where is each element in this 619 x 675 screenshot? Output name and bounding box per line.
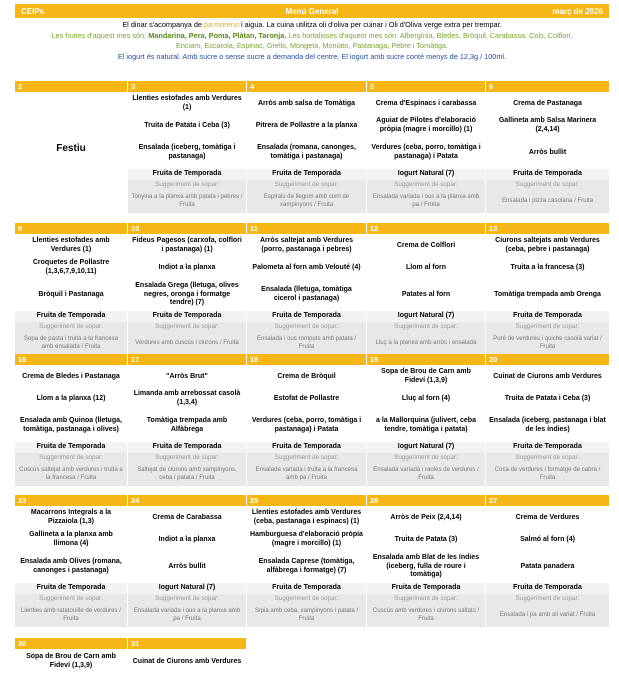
dinner-suggestion: Cuscús amb verdures i ciurons saltats / Fruita: [367, 603, 485, 627]
day-cell: [128, 366, 246, 486]
holiday-label: Festiu: [56, 142, 86, 154]
day-cell: [486, 235, 609, 355]
dinner-suggestion: Ensalada variada i ous a la planxa amb pa / Fruita: [128, 603, 246, 627]
day-number: 17: [128, 354, 246, 365]
dinner-suggestion: Puré de verdures i quiche casolà variat / Fruita: [486, 331, 609, 355]
day-number: 10: [128, 223, 246, 234]
dinner-suggestion: Ensalada i ous romputs amb patata / Fruita: [247, 331, 366, 355]
day-cell: [247, 235, 366, 355]
day-cell: [15, 93, 127, 205]
day-number: 5: [367, 81, 485, 92]
dinner-suggestion-label: Suggeriment de sopar:: [128, 594, 246, 603]
dinner-suggestion-label: Suggeriment de sopar:: [247, 594, 366, 603]
dinner-suggestion-label: Suggeriment de sopar:: [367, 453, 485, 462]
intro-text: i aigua. La cuina utilitza oli d'oliva per cuinar i Oli d'Oliva verge extra per trempar.: [238, 20, 502, 29]
dish-item: Gallineta amb Salsa Marinera (2,4,14): [498, 117, 597, 133]
dish-item: Crema de Bledes i Pastanaga: [22, 372, 120, 380]
dish-item: "Arròs Brut": [166, 372, 208, 380]
day-number: 2: [15, 81, 127, 92]
intro-line-yogurt: El iogurt és natural. Amb sucre o sense sucre a demanda del centre. El iogurt amb sucre conté menys de 12,3g / 100ml.: [117, 51, 507, 61]
dish-item: Sopa de Brou de Carn amb Fideví (1,3,9): [381, 368, 471, 384]
dish-item: Cuinat de Ciurons amb Verdures: [493, 372, 602, 380]
dish-item: Gallineta a la planxa amb llimona (4): [29, 531, 113, 547]
dish-item: Ensalada amb Olives (romana, canonges i pastanaga): [20, 558, 122, 574]
dish-item: Truita de Patata i Ceba (3): [504, 394, 591, 402]
dinner-suggestion-label: Suggeriment de sopar:: [486, 180, 609, 189]
dish-item: Ensalada Grega (lletuga, olives negres, oronga i formatge tendre) (7): [135, 282, 239, 307]
dessert-item: Fruita de Temporada: [247, 583, 366, 594]
dinner-suggestion-label: Suggeriment de sopar:: [486, 322, 609, 331]
day-cell: [15, 507, 127, 627]
dish-item: Llom a la planxa (12): [36, 394, 106, 402]
dinner-suggestion: Verdures amb cuscús i ciurons / Fruita: [128, 331, 246, 355]
dish-item: Crema de Verdures: [515, 513, 580, 521]
menu-title: Menú General: [285, 6, 339, 16]
dinner-suggestion: Llenties amb ratatouille de verdures / Fruita: [15, 603, 127, 627]
dish-item: Patata panadera: [520, 562, 575, 570]
day-cell: [128, 650, 246, 674]
dinner-suggestion-label: Suggeriment de sopar:: [128, 453, 246, 462]
dish-item: Arròs bullit: [168, 562, 206, 570]
dinner-suggestion-label: Suggeriment de sopar:: [367, 322, 485, 331]
dessert-item: Iogurt Natural (7): [367, 442, 485, 453]
dessert-item: Fruita de Temporada: [247, 442, 366, 453]
dish-item: Macarrons Integrals a la Pizzaiola (1,3): [30, 509, 112, 525]
dinner-suggestion-label: Suggeriment de sopar:: [15, 453, 127, 462]
day-number: 25: [247, 495, 366, 506]
day-number: 30: [15, 638, 127, 649]
dessert-item: Fruita de Temporada: [367, 583, 485, 594]
dinner-suggestion-label: Suggeriment de sopar:: [486, 594, 609, 603]
menu-intro: [15, 20, 609, 62]
dish-item: Indiot a la planxa: [158, 535, 216, 543]
dish-item: Arròs de Peix (2,4,14): [390, 513, 462, 521]
day-cell: [486, 366, 609, 486]
day-number: 12: [367, 223, 485, 234]
dish-item: Crema de Bròquil: [277, 372, 336, 380]
dish-item: Ensalada amb Blat de les índies (iceberg, fulla de roure i tomàtiga): [372, 554, 480, 579]
dessert-item: Iogurt Natural (7): [367, 311, 485, 322]
dish-item: Ensalada (iceberg, pastanaga i blat de les índies): [489, 417, 606, 433]
dinner-suggestion: Ensalada variada i ous a la planxa amb pa / Fruita: [367, 189, 485, 213]
intro-text: Les hortalisses d'aquest mes són: Albergínia, Bledes, Bròquil, Carabassa, Cols, Colflori,: [286, 30, 573, 40]
dish-item: Arròs amb salsa de Tomàtiga: [257, 99, 356, 107]
dessert-item: Fruita de Temporada: [486, 583, 609, 594]
dish-item: Arròs saltejat amb Verdures (porro, pastanaga i pebres): [260, 237, 353, 253]
intro-text: Les fruites d'aquest mes són:: [51, 30, 149, 40]
dish-item: Estofat de Pollastre: [273, 394, 340, 402]
dessert-item: Iogurt Natural (7): [367, 169, 485, 180]
day-number: 11: [247, 223, 366, 234]
day-number: 18: [247, 354, 366, 365]
intro-line-fruits: [15, 31, 609, 42]
dish-item: Ensalada (iceberg, tomàtiga i pastanaga): [138, 144, 236, 160]
day-cell: [486, 93, 609, 213]
dish-item: Llenties estofades amb Verdures (1): [32, 237, 110, 253]
dish-item: Arròs bullit: [528, 148, 567, 156]
day-number: 19: [367, 354, 485, 365]
day-cell: [15, 235, 127, 355]
dinner-suggestion: Ensalada variada i truita a la francesa amb pa / Fruita: [247, 462, 366, 486]
day-cell: [247, 93, 366, 213]
day-cell: [15, 366, 127, 486]
dish-item: Hamburguesa d'elaboració pròpia (magre i morcillo) (1): [250, 531, 363, 547]
dish-item: Ciurons saltejats amb Verdures (ceba, pebre i pastanaga): [495, 237, 600, 253]
day-cell: [367, 235, 485, 355]
intro-text: El dinar s'acompanya de: [122, 20, 205, 29]
day-cell: [15, 650, 127, 674]
dinner-suggestion: Sípia amb ceba, xampinyons i patata / Fruita: [247, 603, 366, 627]
day-cell: [486, 507, 609, 627]
dish-item: Palometa al forn amb Velouté (4): [252, 263, 361, 271]
day-number: 23: [15, 495, 127, 506]
dish-item: Ensalada Caprese (tomàtiga, alfàbrega i formatge) (7): [258, 558, 355, 574]
dish-item: Truita de Patata (3): [394, 535, 458, 543]
menu-header-bar: [15, 4, 609, 18]
dessert-item: Fruita de Temporada: [247, 311, 366, 322]
dish-item: Ensalada amb Quinoa (lletuga, tomàtiga, pastanaga i olives): [20, 417, 122, 433]
dish-item: Limanda amb arrebossat casolà (1,3,4): [133, 390, 241, 406]
dinner-suggestion-label: Suggeriment de sopar:: [15, 594, 127, 603]
dessert-item: Fruita de Temporada: [15, 442, 127, 453]
dinner-suggestion: Sopa de pasta i truita a la francesa amb ensalada / Fruita: [15, 331, 127, 355]
dinner-suggestion: Ensalada i pizza casolana / Fruita: [486, 189, 609, 213]
dinner-suggestion-label: Suggeriment de sopar:: [247, 180, 366, 189]
dish-item: Verdures (ceba, porro, tomàtiga i pastanaga) i Patata: [251, 417, 362, 433]
day-cell: [247, 366, 366, 486]
dinner-suggestion: Ensalada variada i raoles de verdures / Fruita: [367, 462, 485, 486]
dish-item: a la Mallorquina (julivert, ceba tendre, tomàtiga i patata): [376, 417, 476, 433]
dish-item: Crema d'Espinacs i carabassa: [375, 99, 477, 107]
day-number: 4: [247, 81, 366, 92]
dish-item: Indiot a la planxa: [158, 263, 216, 271]
dish-item: Lluç al forn (4): [401, 394, 451, 402]
dish-item: Truita de Patata i Ceba (3): [144, 121, 230, 129]
day-cell: [247, 507, 366, 627]
day-number: 31: [128, 638, 246, 649]
day-number: 6: [486, 81, 609, 92]
dinner-suggestion-label: Suggeriment de sopar:: [128, 180, 246, 189]
dish-item: Cuinat de Ciurons amb Verdures: [132, 657, 242, 665]
dish-item: Pitrera de Pollastre a la planxa: [255, 121, 358, 129]
dinner-suggestion-label: Suggeriment de sopar:: [367, 180, 485, 189]
day-number: 24: [128, 495, 246, 506]
dish-item: Llom al forn: [405, 263, 447, 271]
dinner-suggestion: Lluç a la planxa amb arròs i ensalada: [367, 331, 485, 355]
intro-highlight: pa moreno: [204, 20, 239, 29]
dish-item: Ensalada (romana, canonges, tomàtiga i pastanaga): [257, 144, 356, 160]
day-number: 13: [486, 223, 609, 234]
day-cell: [128, 93, 246, 213]
day-cell: [367, 366, 485, 486]
dinner-suggestion-label: Suggeriment de sopar:: [247, 322, 366, 331]
dish-item: Crema de Carabassa: [152, 513, 222, 521]
day-number: 20: [486, 354, 609, 365]
dinner-suggestion-label: Suggeriment de sopar:: [128, 322, 246, 331]
dish-item: Crema de Colflori: [396, 241, 456, 249]
dessert-item: Fruita de Temporada: [486, 442, 609, 453]
day-cell: [128, 507, 246, 627]
dinner-suggestion: Coca de verdures i formatge de cabra / Fruita: [486, 462, 609, 486]
day-number: 16: [15, 354, 127, 365]
dish-item: Fideus Pagesos (carxofa, colflori i pastanaga) (1): [132, 237, 242, 253]
intro-line-vegetables: Enciam, Escarola, Espinac, Grells, Mongeta, Moniato, Pastanaga, Pebre i Tomàtiga.: [175, 41, 448, 51]
dessert-item: Fruita de Temporada: [247, 169, 366, 180]
dessert-item: Fruita de Temporada: [15, 583, 127, 594]
dessert-item: Fruita de Temporada: [15, 311, 127, 322]
dish-item: Salmó al forn (4): [520, 535, 575, 543]
dinner-suggestion: Ensalada i pa amb oli variat / Fruita: [486, 603, 609, 627]
day-number: 26: [367, 495, 485, 506]
dinner-suggestion: Cuscús saltejat amb verdures i truita a la francesa / Fruita: [15, 462, 127, 486]
dish-item: Aguiat de Pilotes d'elaboració pròpia (magre i morcillo) (1): [376, 117, 476, 133]
dish-item: Patates al forn: [401, 290, 451, 298]
dinner-suggestion: Espirals de llegum amb curri de xampinyons / Fruita: [247, 189, 366, 213]
dinner-suggestion-label: Suggeriment de sopar:: [247, 453, 366, 462]
month-label: març de 2026: [552, 6, 603, 16]
dinner-suggestion: Tonyina a la planxa amb patata i pebres / Fruita: [128, 189, 246, 213]
dish-item: Tomàtiga trempada amb Orenga: [494, 290, 601, 298]
dish-item: Ensalada (lletuga, tomàtiga cicerol i pastanaga): [261, 286, 352, 302]
dish-item: Llenties estofades amb Verdures (1): [132, 95, 242, 111]
dish-item: Verdures (ceba, porro, tomàtiga i pastanaga) i Patata: [371, 144, 481, 160]
dinner-suggestion-label: Suggeriment de sopar:: [367, 594, 485, 603]
menu-calendar-grid: [15, 81, 609, 675]
dish-item: Tomàtiga trempada amb Alfàbrega: [146, 417, 228, 433]
dinner-suggestion-label: Suggeriment de sopar:: [15, 322, 127, 331]
dish-item: Croquetes de Pollastre (1,3,6,7,9,10,11): [32, 259, 110, 275]
intro-fruits: Mandarina, Pera, Poma, Plàtan, Taronja.: [148, 30, 287, 40]
dish-item: Sopa de Brou de Carn amb Fideví (1,3,9): [26, 653, 116, 669]
day-cell: [367, 93, 485, 213]
school-label: CEIPs: [21, 6, 45, 16]
dinner-suggestion: Saltejat de ciurons amb xampinyons, ceba i patata / Fruita: [128, 462, 246, 486]
day-number: 9: [15, 223, 127, 234]
dessert-item: Fruita de Temporada: [128, 311, 246, 322]
day-cell: [128, 235, 246, 355]
intro-line-bread: [15, 20, 609, 31]
day-number: 3: [128, 81, 246, 92]
dessert-item: Fruita de Temporada: [486, 311, 609, 322]
day-cell: [367, 507, 485, 627]
dish-item: Llenties estofades amb Verdures (ceba, pastanaga i espinacs) (1): [251, 509, 362, 525]
dessert-item: Fruita de Temporada: [486, 169, 609, 180]
dessert-item: Fruita de Temporada: [128, 442, 246, 453]
dish-item: Crema de Pastanaga: [513, 99, 582, 107]
dish-item: Bròquil i Pastanaga: [38, 290, 104, 298]
dinner-suggestion-label: Suggeriment de sopar:: [486, 453, 609, 462]
dish-item: Truita a la francesa (3): [510, 263, 585, 271]
dessert-item: Iogurt Natural (7): [128, 583, 246, 594]
day-number: 27: [486, 495, 609, 506]
dessert-item: Fruita de Temporada: [128, 169, 246, 180]
